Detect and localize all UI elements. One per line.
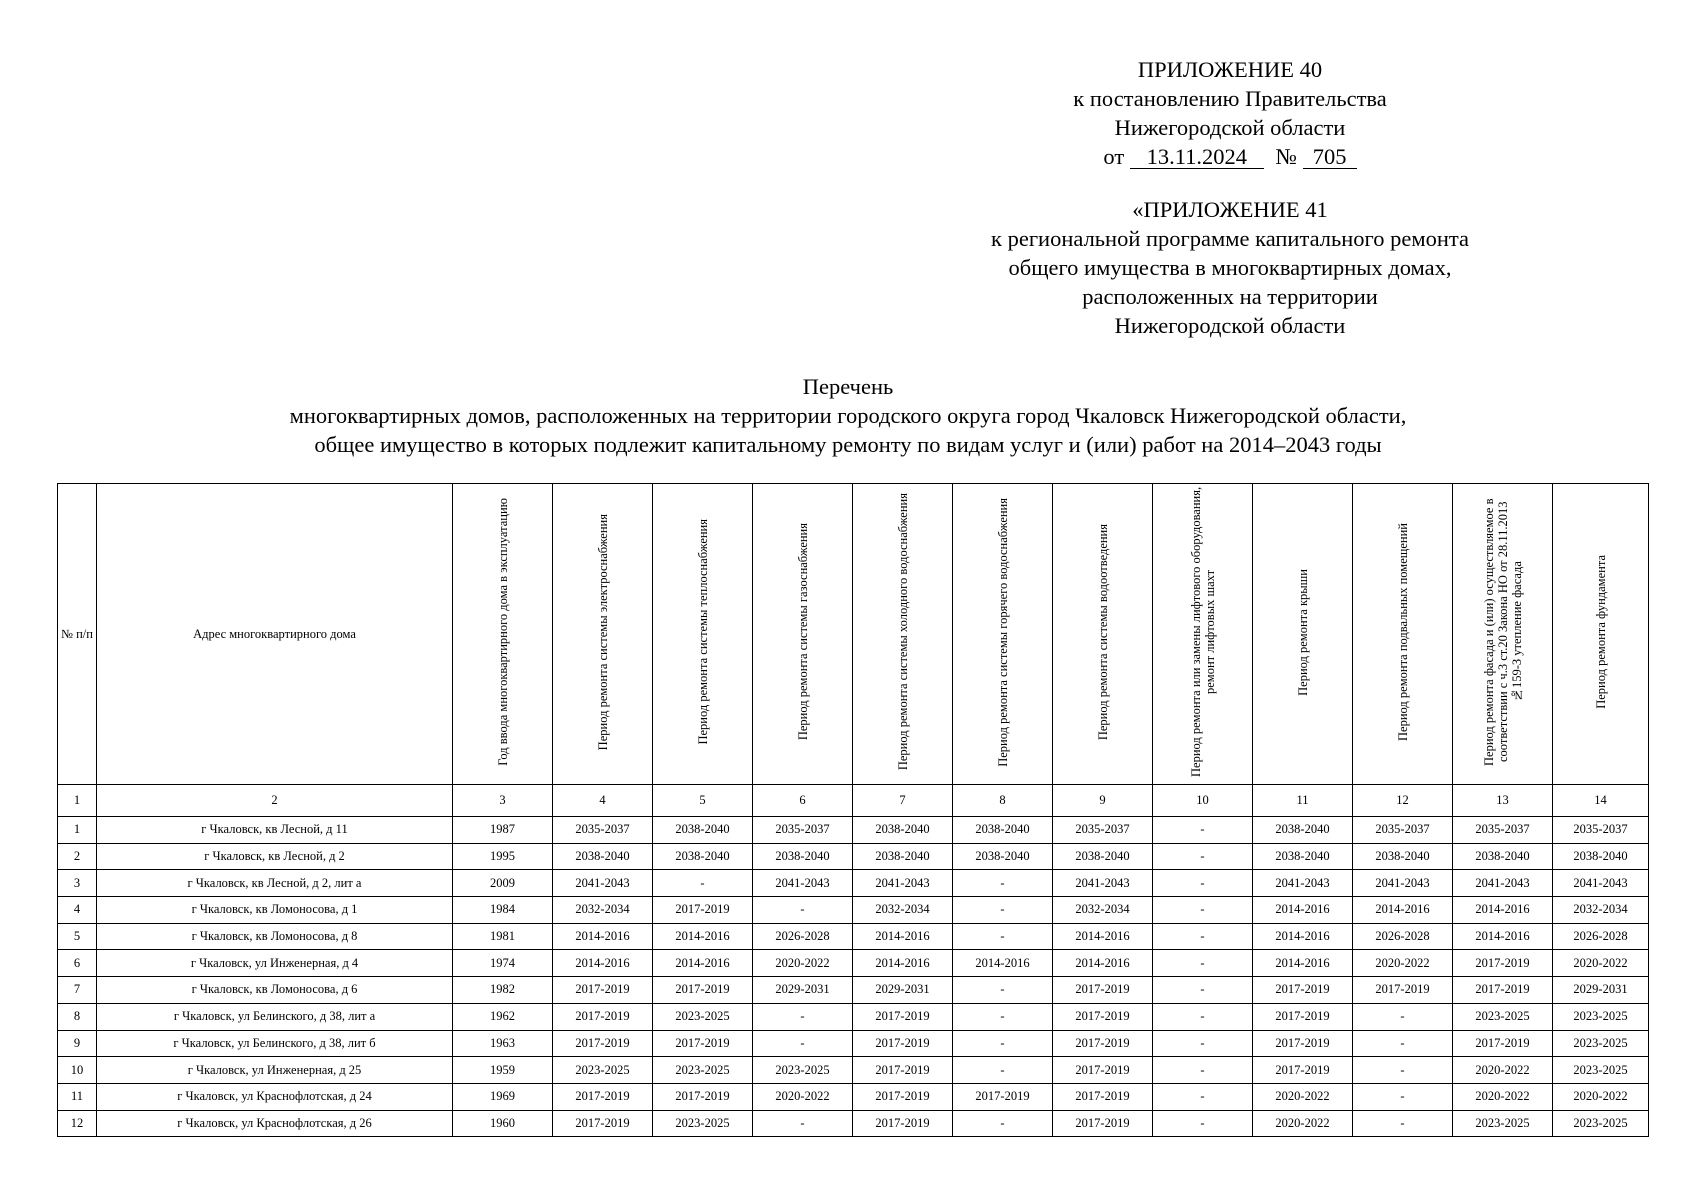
table-cell: -: [1153, 923, 1253, 950]
row-number-cell: 5: [58, 923, 97, 950]
table-cell: -: [753, 1030, 853, 1057]
table-cell: 2014-2016: [653, 923, 753, 950]
row-number-cell: 7: [58, 977, 97, 1004]
column-number: 9: [1053, 785, 1153, 817]
table-row: [58, 1083, 1649, 1110]
table-row: [58, 897, 1649, 924]
column-number: 2: [97, 785, 453, 817]
table-cell: -: [1353, 1057, 1453, 1084]
table-row: [58, 1030, 1649, 1057]
table-cell: 2014-2016: [1353, 897, 1453, 924]
address-cell: г Чкаловск, кв Ломоносова, д 8: [97, 923, 453, 950]
table-cell: 2014-2016: [1253, 923, 1353, 950]
column-number: 7: [853, 785, 953, 817]
table-cell: 2017-2019: [1253, 1030, 1353, 1057]
table-cell: 2038-2040: [1453, 843, 1553, 870]
table-cell: 2026-2028: [1553, 923, 1649, 950]
table-cell: 2014-2016: [1253, 897, 1353, 924]
address-cell: г Чкаловск, кв Лесной, д 11: [97, 817, 453, 844]
table-cell: 2023-2025: [653, 1057, 753, 1084]
table-cell: -: [653, 870, 753, 897]
appendix-date-number-line: [960, 142, 1500, 171]
table-cell: 2032-2034: [853, 897, 953, 924]
table-cell: 2023-2025: [1453, 1110, 1553, 1137]
table-cell: -: [1153, 817, 1253, 844]
table-cell: 2017-2019: [953, 1083, 1053, 1110]
table-cell: 2038-2040: [653, 843, 753, 870]
header-electricity: Период ремонта системы электроснабжения: [553, 484, 653, 785]
table-cell: 2020-2022: [1253, 1083, 1353, 1110]
header-row-number: № п/п: [58, 484, 97, 785]
program-appendix-line-3: расположенных на территории: [1082, 284, 1378, 309]
table-cell: 2041-2043: [1453, 870, 1553, 897]
header-roof: Период ремонта крыши: [1253, 484, 1353, 785]
table-cell: 2038-2040: [853, 843, 953, 870]
address-cell: г Чкаловск, ул Белинского, д 38, лит а: [97, 1003, 453, 1030]
table-cell: 2014-2016: [553, 950, 653, 977]
table-cell: 2017-2019: [1253, 977, 1353, 1004]
header-drainage: Период ремонта системы водоотведения: [1053, 484, 1153, 785]
from-label: от: [1103, 144, 1125, 169]
table-cell: -: [1353, 1003, 1453, 1030]
table-cell: 1987: [453, 817, 553, 844]
table-cell: 2023-2025: [553, 1057, 653, 1084]
list-title-line-1: Перечень: [802, 374, 894, 399]
table-cell: 2017-2019: [653, 897, 753, 924]
column-number-row: [58, 785, 1649, 817]
column-number: 5: [653, 785, 753, 817]
table-cell: 2023-2025: [1553, 1003, 1649, 1030]
table-cell: 2014-2016: [1453, 923, 1553, 950]
table-cell: -: [1153, 1083, 1253, 1110]
row-number-cell: 10: [58, 1057, 97, 1084]
header-commission-year: Год ввода многоквартирного дома в эксплуатацию: [453, 484, 553, 785]
table-cell: -: [1153, 870, 1253, 897]
appendix-title: ПРИЛОЖЕНИЕ 40: [1137, 57, 1323, 82]
table-cell: 1959: [453, 1057, 553, 1084]
table-cell: 2014-2016: [553, 923, 653, 950]
number-label: №: [1275, 144, 1297, 169]
table-cell: 2038-2040: [1253, 843, 1353, 870]
address-cell: г Чкаловск, кв Лесной, д 2, лит а: [97, 870, 453, 897]
table-cell: 2029-2031: [1553, 977, 1649, 1004]
program-appendix-title: «ПРИЛОЖЕНИЕ 41: [1132, 197, 1328, 222]
table-cell: 2041-2043: [1353, 870, 1453, 897]
table-cell: 2009: [453, 870, 553, 897]
table-cell: 1969: [453, 1083, 553, 1110]
table-cell: -: [953, 977, 1053, 1004]
table-cell: 2035-2037: [553, 817, 653, 844]
table-cell: 1982: [453, 977, 553, 1004]
table-cell: 2023-2025: [753, 1057, 853, 1084]
table-cell: 2020-2022: [753, 1083, 853, 1110]
table-cell: 2014-2016: [853, 950, 953, 977]
column-number: 10: [1153, 785, 1253, 817]
table-cell: 2017-2019: [1453, 950, 1553, 977]
table-cell: 2017-2019: [553, 1003, 653, 1030]
table-row: [58, 843, 1649, 870]
table-cell: 2017-2019: [1053, 1003, 1153, 1030]
table-cell: 2035-2037: [1553, 817, 1649, 844]
table-cell: 2017-2019: [853, 1083, 953, 1110]
table-cell: -: [953, 1057, 1053, 1084]
column-number: 6: [753, 785, 853, 817]
table-cell: 2014-2016: [1453, 897, 1553, 924]
table-cell: -: [953, 897, 1053, 924]
table-cell: 2020-2022: [1453, 1083, 1553, 1110]
table-cell: 2017-2019: [853, 1110, 953, 1137]
table-row: [58, 1057, 1649, 1084]
program-appendix-line-1: к региональной программе капитального ремонта: [991, 226, 1469, 251]
header-address: Адрес многоквартирного дома: [97, 484, 453, 785]
table-cell: 2038-2040: [1053, 843, 1153, 870]
table-cell: 2032-2034: [1553, 897, 1649, 924]
table-cell: 2032-2034: [553, 897, 653, 924]
table-cell: -: [1353, 1030, 1453, 1057]
table-cell: 2014-2016: [653, 950, 753, 977]
table-cell: 1984: [453, 897, 553, 924]
address-cell: г Чкаловск, кв Лесной, д 2: [97, 843, 453, 870]
list-title-line-3: общее имущество в которых подлежит капитальному ремонту по видам услуг и (или) работ на 2014–2043 годы: [314, 432, 1382, 457]
table-cell: 2041-2043: [553, 870, 653, 897]
table-cell: -: [1153, 1003, 1253, 1030]
table-cell: 1995: [453, 843, 553, 870]
table-cell: 2017-2019: [1453, 1030, 1553, 1057]
table-cell: -: [1353, 1110, 1453, 1137]
table-cell: 1960: [453, 1110, 553, 1137]
address-cell: г Чкаловск, ул Белинского, д 38, лит б: [97, 1030, 453, 1057]
table-cell: 2020-2022: [1453, 1057, 1553, 1084]
table-cell: 2017-2019: [553, 1110, 653, 1137]
table-cell: 2023-2025: [653, 1003, 753, 1030]
table-cell: 2023-2025: [1553, 1110, 1649, 1137]
table-cell: -: [1153, 1110, 1253, 1137]
table-cell: 2038-2040: [953, 843, 1053, 870]
table-cell: 2038-2040: [1253, 817, 1353, 844]
column-number: 4: [553, 785, 653, 817]
resolution-appendix-block: [960, 55, 1500, 171]
row-number-cell: 6: [58, 950, 97, 977]
table-cell: 2017-2019: [1453, 977, 1553, 1004]
address-cell: г Чкаловск, кв Ломоносова, д 6: [97, 977, 453, 1004]
column-number: 11: [1253, 785, 1353, 817]
table-cell: 2041-2043: [853, 870, 953, 897]
table-cell: 2020-2022: [1553, 950, 1649, 977]
list-title-line-2: многоквартирных домов, расположенных на территории городского округа город Чкаловск Нижегородской области,: [289, 403, 1407, 428]
header-heating: Период ремонта системы теплоснабжения: [653, 484, 753, 785]
list-title: [0, 372, 1696, 459]
table-cell: 2017-2019: [853, 1003, 953, 1030]
table-cell: 2038-2040: [553, 843, 653, 870]
row-number-cell: 11: [58, 1083, 97, 1110]
table-row: [58, 1003, 1649, 1030]
header-basement: Период ремонта подвальных помещений: [1353, 484, 1453, 785]
header-gas: Период ремонта системы газоснабжения: [753, 484, 853, 785]
table-row: [58, 1110, 1649, 1137]
table-cell: 1974: [453, 950, 553, 977]
table-cell: 2026-2028: [753, 923, 853, 950]
table-cell: 2041-2043: [1553, 870, 1649, 897]
table-cell: 2041-2043: [1253, 870, 1353, 897]
column-number: 1: [58, 785, 97, 817]
table-cell: 2017-2019: [1353, 977, 1453, 1004]
table-cell: 2029-2031: [753, 977, 853, 1004]
address-cell: г Чкаловск, ул Краснофлотская, д 24: [97, 1083, 453, 1110]
table-cell: -: [1153, 977, 1253, 1004]
table-cell: 2017-2019: [553, 1083, 653, 1110]
resolution-date: 13.11.2024: [1130, 146, 1264, 169]
table-cell: 2038-2040: [853, 817, 953, 844]
table-cell: 2017-2019: [553, 977, 653, 1004]
address-cell: г Чкаловск, кв Ломоносова, д 1: [97, 897, 453, 924]
table-cell: 2020-2022: [1553, 1083, 1649, 1110]
program-appendix-line-2: общего имущества в многоквартирных домах,: [1008, 255, 1452, 280]
table-cell: 2041-2043: [1053, 870, 1153, 897]
table-cell: 2020-2022: [753, 950, 853, 977]
table-row: [58, 817, 1649, 844]
address-cell: г Чкаловск, ул Краснофлотская, д 26: [97, 1110, 453, 1137]
table-cell: -: [1153, 1057, 1253, 1084]
table-cell: 2017-2019: [1053, 1057, 1153, 1084]
table-cell: -: [1153, 843, 1253, 870]
table-cell: 2017-2019: [653, 977, 753, 1004]
table-cell: -: [753, 1110, 853, 1137]
column-number: 14: [1553, 785, 1649, 817]
header-elevator: Период ремонта или замены лифтового оборудования, ремонт лифтовых шахт: [1153, 484, 1253, 785]
row-number-cell: 1: [58, 817, 97, 844]
table-cell: 2017-2019: [1053, 1083, 1153, 1110]
table-cell: 1981: [453, 923, 553, 950]
table-cell: 2017-2019: [1053, 977, 1153, 1004]
table-cell: 2017-2019: [553, 1030, 653, 1057]
houses-table: [57, 483, 1649, 1137]
table-cell: 2017-2019: [853, 1030, 953, 1057]
table-cell: -: [1153, 950, 1253, 977]
header-cold-water: Период ремонта системы холодного водоснабжения: [853, 484, 953, 785]
table-cell: 2029-2031: [853, 977, 953, 1004]
table-cell: 2020-2022: [1353, 950, 1453, 977]
table-cell: 2023-2025: [1553, 1030, 1649, 1057]
table-row: [58, 870, 1649, 897]
table-cell: 2023-2025: [1453, 1003, 1553, 1030]
table-cell: 2014-2016: [1053, 950, 1153, 977]
table-cell: 1962: [453, 1003, 553, 1030]
table-cell: 2017-2019: [853, 1057, 953, 1084]
column-number: 3: [453, 785, 553, 817]
resolution-number: 705: [1303, 146, 1357, 169]
column-number: 13: [1453, 785, 1553, 817]
table-cell: 2038-2040: [1553, 843, 1649, 870]
table-cell: 2038-2040: [753, 843, 853, 870]
table-cell: 2014-2016: [953, 950, 1053, 977]
header-hot-water: Период ремонта системы горячего водоснабжения: [953, 484, 1053, 785]
table-cell: 2014-2016: [1253, 950, 1353, 977]
table-cell: -: [953, 1030, 1053, 1057]
column-number: 12: [1353, 785, 1453, 817]
address-cell: г Чкаловск, ул Инженерная, д 4: [97, 950, 453, 977]
table-cell: -: [953, 870, 1053, 897]
table-cell: 2038-2040: [1353, 843, 1453, 870]
row-number-cell: 2: [58, 843, 97, 870]
table-cell: -: [1153, 897, 1253, 924]
table-cell: 2017-2019: [1053, 1110, 1153, 1137]
row-number-cell: 8: [58, 1003, 97, 1030]
program-appendix-line-4: Нижегородской области: [1114, 313, 1346, 338]
column-number: 8: [953, 785, 1053, 817]
table-cell: -: [753, 897, 853, 924]
row-number-cell: 9: [58, 1030, 97, 1057]
table-cell: 2020-2022: [1253, 1110, 1353, 1137]
table-cell: -: [953, 923, 1053, 950]
table-cell: -: [1153, 1030, 1253, 1057]
table-cell: 1963: [453, 1030, 553, 1057]
program-appendix-block: [960, 195, 1500, 340]
table-cell: 2017-2019: [1053, 1030, 1153, 1057]
table-row: [58, 977, 1649, 1004]
table-row: [58, 923, 1649, 950]
table-header-row: [58, 484, 1649, 785]
row-number-cell: 4: [58, 897, 97, 924]
appendix-line-1: к постановлению Правительства: [1073, 86, 1387, 111]
table-cell: 2032-2034: [1053, 897, 1153, 924]
table-cell: 2023-2025: [653, 1110, 753, 1137]
row-number-cell: 12: [58, 1110, 97, 1137]
table-cell: 2017-2019: [1253, 1003, 1353, 1030]
table-cell: 2017-2019: [1253, 1057, 1353, 1084]
table-cell: 2038-2040: [953, 817, 1053, 844]
table-cell: 2038-2040: [653, 817, 753, 844]
header-facade: Период ремонта фасада и (или) осуществляемое в соответствии с ч.3 ст.20 Закона НО от 28.11.2013 №159-З утепление фасада: [1453, 484, 1553, 785]
table-cell: 2014-2016: [853, 923, 953, 950]
table-cell: 2035-2037: [1053, 817, 1153, 844]
table-cell: 2035-2037: [1453, 817, 1553, 844]
table-cell: 2035-2037: [1353, 817, 1453, 844]
table-row: [58, 950, 1649, 977]
table-cell: -: [953, 1110, 1053, 1137]
table-cell: -: [753, 1003, 853, 1030]
address-cell: г Чкаловск, ул Инженерная, д 25: [97, 1057, 453, 1084]
table-cell: 2023-2025: [1553, 1057, 1649, 1084]
table-cell: 2035-2037: [753, 817, 853, 844]
table-cell: 2017-2019: [653, 1030, 753, 1057]
table-cell: 2041-2043: [753, 870, 853, 897]
table-cell: 2014-2016: [1053, 923, 1153, 950]
appendix-line-2: Нижегородской области: [1114, 115, 1346, 140]
row-number-cell: 3: [58, 870, 97, 897]
table-cell: 2017-2019: [653, 1083, 753, 1110]
table-cell: 2026-2028: [1353, 923, 1453, 950]
header-foundation: Период ремонта фундамента: [1553, 484, 1649, 785]
table-cell: -: [953, 1003, 1053, 1030]
table-cell: -: [1353, 1083, 1453, 1110]
